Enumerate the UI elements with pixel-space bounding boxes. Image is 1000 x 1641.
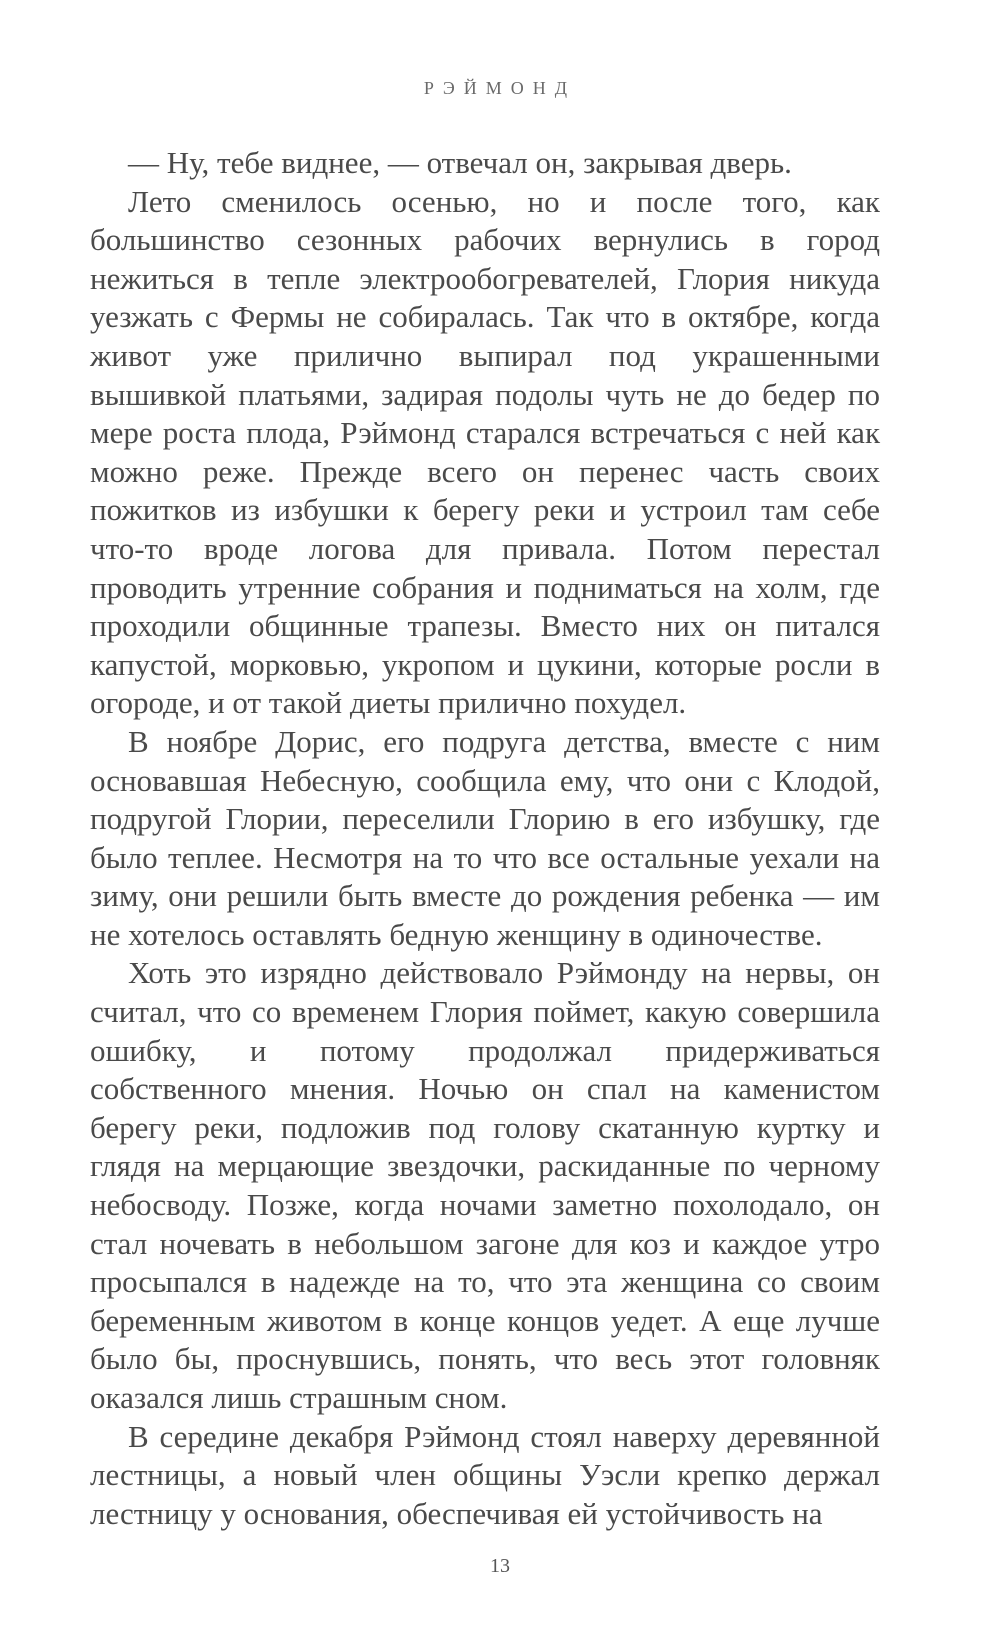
paragraph-3: В ноябре Дорис, его подруга детства, вместе с ним основавшая Небесную, сообщила ему, что они с Клодой, подругой Глории, переселили Глорию в его избушку, где было теплее. Несмотря на то что все остальные уехали на зиму, они решили быть вместе до рождения ребенка — им не хотелось оставлять бедную женщину в одиночестве. [90, 723, 880, 952]
paragraph-4: Хоть это изрядно действовало Рэймонду на нервы, он считал, что со временем Глория поймет, какую совершила ошибку, и потому продолжал придерживаться собственного мнения. Ночью он спал на каменистом берегу реки, подложив под голову скатанную куртку и глядя на мерцающие звездочки, раскиданные по черному небосводу. Позже, когда ночами заметно похолодало, он стал ночевать в небольшом загоне для коз и каждое утро просыпался в надежде на то, что эта женщина со своим беременным животом в конце концов уедет. А еще лучше было бы, проснувшись, понять, что весь этот головняк оказался лишь страшным сном. [90, 955, 880, 1415]
running-head: РЭЙМОНД [423, 78, 577, 98]
page-number: 13 [490, 1555, 510, 1577]
paragraph-1: — Ну, тебе виднее, — отвечал он, закрывая дверь. [128, 145, 792, 180]
paragraph-5: В середине декабря Рэймонд стоял наверху деревянной лестницы, а новый член общины Уэсли крепко держал лестницу у основания, обеспечивая ей устойчивость на [90, 1418, 880, 1531]
body-text [90, 144, 880, 1533]
paragraph-2: Лето сменилось осенью, но и после того, как большинство сезонных рабочих вернулись в город нежиться в тепле электрообогревателей, Глория никуда уезжать с Фермы не собиралась. Так что в октябре, когда живот уже прилично выпирал под украшенными вышивкой платьями, задирая подолы чуть не до бедер по мере роста плода, Рэймонд старался встречаться с ней как можно реже. Прежде всего он перенес часть своих пожитков из избушки к берегу реки и устроил там себе что-то вроде логова для привала. Потом перестал проводить утренние собрания и подниматься на холм, где проходили общинные трапезы. Вместо них он питался капустой, морковью, укропом и цукини, которые росли в огороде, и от такой диеты прилично похудел. [90, 183, 880, 721]
